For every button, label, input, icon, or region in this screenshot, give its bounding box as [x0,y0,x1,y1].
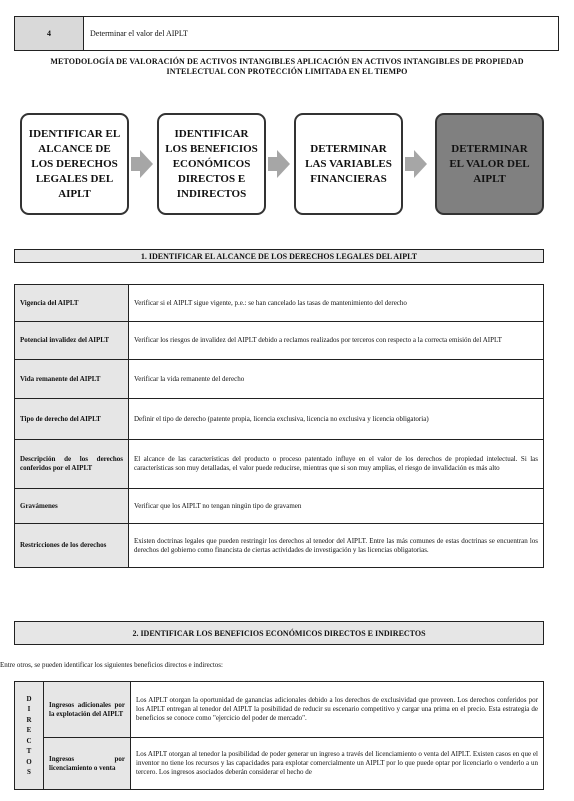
benefit-label: Ingresos adicionales por la explotación del AIPLT [44,682,131,738]
letter: O [26,757,32,766]
benefit-description: Los AIPLT otorgan al tenedor la posibilidad de poder generar un ingreso a través del licenciamiento o venta del AIPLT. Existen casos en que el inventor no tiene los recursos y las capacidades para explotar comercialmente un AIPLT por lo que puede optar por licenciarlo o venderlo a un tercero. Los ingresos asociados deberán considerar el hecho de [131,738,544,790]
letter: S [27,768,31,776]
flow-step-3: DETERMINAR LAS VARIABLES FINANCIERAS [294,113,403,215]
flow-step-4: DETERMINAR EL VALOR DEL AIPLT [435,113,544,215]
row-label: Potencial invalidez del AIPLT [15,322,129,360]
row-label: Tipo de derecho del AIPLT [15,399,129,440]
letter: R [26,715,32,724]
table-row [15,360,544,399]
direct-benefits-table [14,681,544,790]
step-number: 4 [15,17,84,50]
row-label: Vida remanente del AIPLT [15,360,129,399]
flow-arrow-3-shaft [405,157,414,171]
table-row [15,322,544,360]
legal-rights-table [14,284,544,568]
letter: E [26,726,32,734]
section-1-header: 1. IDENTIFICAR EL ALCANCE DE LOS DERECHOS LEGALES DEL AIPLT [14,249,544,263]
flow-arrow-1-icon [140,150,153,178]
direct-vertical-label [15,682,44,790]
row-label: Descripción de los derechos conferidos por el AIPLT [15,440,129,489]
row-description: Existen doctrinas legales que pueden restringir los derechos al tenedor del AIPLT. Entre las más comunes de estas doctrinas se encuentran los derechos del gobierno como financista de ciertas actividades de investigación y las licencias obligatorias. [129,524,544,568]
row-description: Verificar que los AIPLT no tengan ningún tipo de gravamen [129,489,544,524]
table-row [15,489,544,524]
section-2-header: 2. IDENTIFICAR LOS BENEFICIOS ECONÓMICOS DIRECTOS E INDIRECTOS [14,621,544,645]
flow-arrow-2-icon [277,150,290,178]
row-label: Restricciones de los derechos [15,524,129,568]
table-row [15,399,544,440]
flow-arrow-3-icon [414,150,427,178]
row-description: Verificar si el AIPLT sigue vigente, p.e.: se han cancelado las tasas de mantenimiento del derecho [129,285,544,322]
step-description: Determinar el valor del AIPLT [90,29,188,38]
row-label: Vigencia del AIPLT [15,285,129,322]
step-header-table [14,16,559,51]
row-label: Gravámenes [15,489,129,524]
letter: T [26,747,32,755]
letter: I [27,705,31,713]
flow-step-1: IDENTIFICAR EL ALCANCE DE LOS DERECHOS LEGALES DEL AIPLT [20,113,129,215]
flow-step-2: IDENTIFICAR LOS BENEFICIOS ECONÓMICOS DIRECTOS E INDIRECTOS [157,113,266,215]
table-row [15,524,544,568]
row-description: Verificar los riesgos de invalidez del AIPLT debido a reclamos realizados por terceros con respecto a la correcta emisión del AIPLT [129,322,544,360]
benefit-description: Los AIPLT otorgan la oportunidad de ganancias adicionales debido a los derechos de exclusividad que proveen. Los derechos conferidos por los AIPLT entregan al tenedor del AIPLT la posibilidad de reducir su escenario competitivo y cargar una prima en el precio. Esta estrategia de beneficios se conoce como "ejercicio del poder de mercado". [131,682,544,738]
letter: D [26,694,32,703]
intro-text: Entre otros, se pueden identificar los siguientes beneficios directos e indirectos: [0,661,223,669]
table-row [15,440,544,489]
flow-arrow-2-shaft [268,157,277,171]
page-title: METODOLOGÍA DE VALORACIÓN DE ACTIVOS INTANGIBLES APLICACIÓN EN ACTIVOS INTANGIBLES DE PROPIEDAD INTELECTUAL CON PROTECCIÓN LIMITADA EN EL TIEMPO [50,57,524,76]
flow-arrow-1-shaft [131,157,140,171]
row-description: Verificar la vida remanente del derecho [129,360,544,399]
letter: C [26,736,32,745]
table-row [15,682,544,738]
row-description: El alcance de las características del producto o proceso patentado influye en el valor de los derechos de propiedad intelectual. Si las características son muy detalladas, el valor puede reducirse, mientras que si son muy amplias, el riesgo de invalidación es más alto [129,440,544,489]
row-description: Definir el tipo de derecho (patente propia, licencia exclusiva, licencia no exclusiva y licencia obligatoria) [129,399,544,440]
table-row [15,738,544,790]
benefit-label: Ingresos por licenciamiento o venta [44,738,131,790]
table-row [15,285,544,322]
